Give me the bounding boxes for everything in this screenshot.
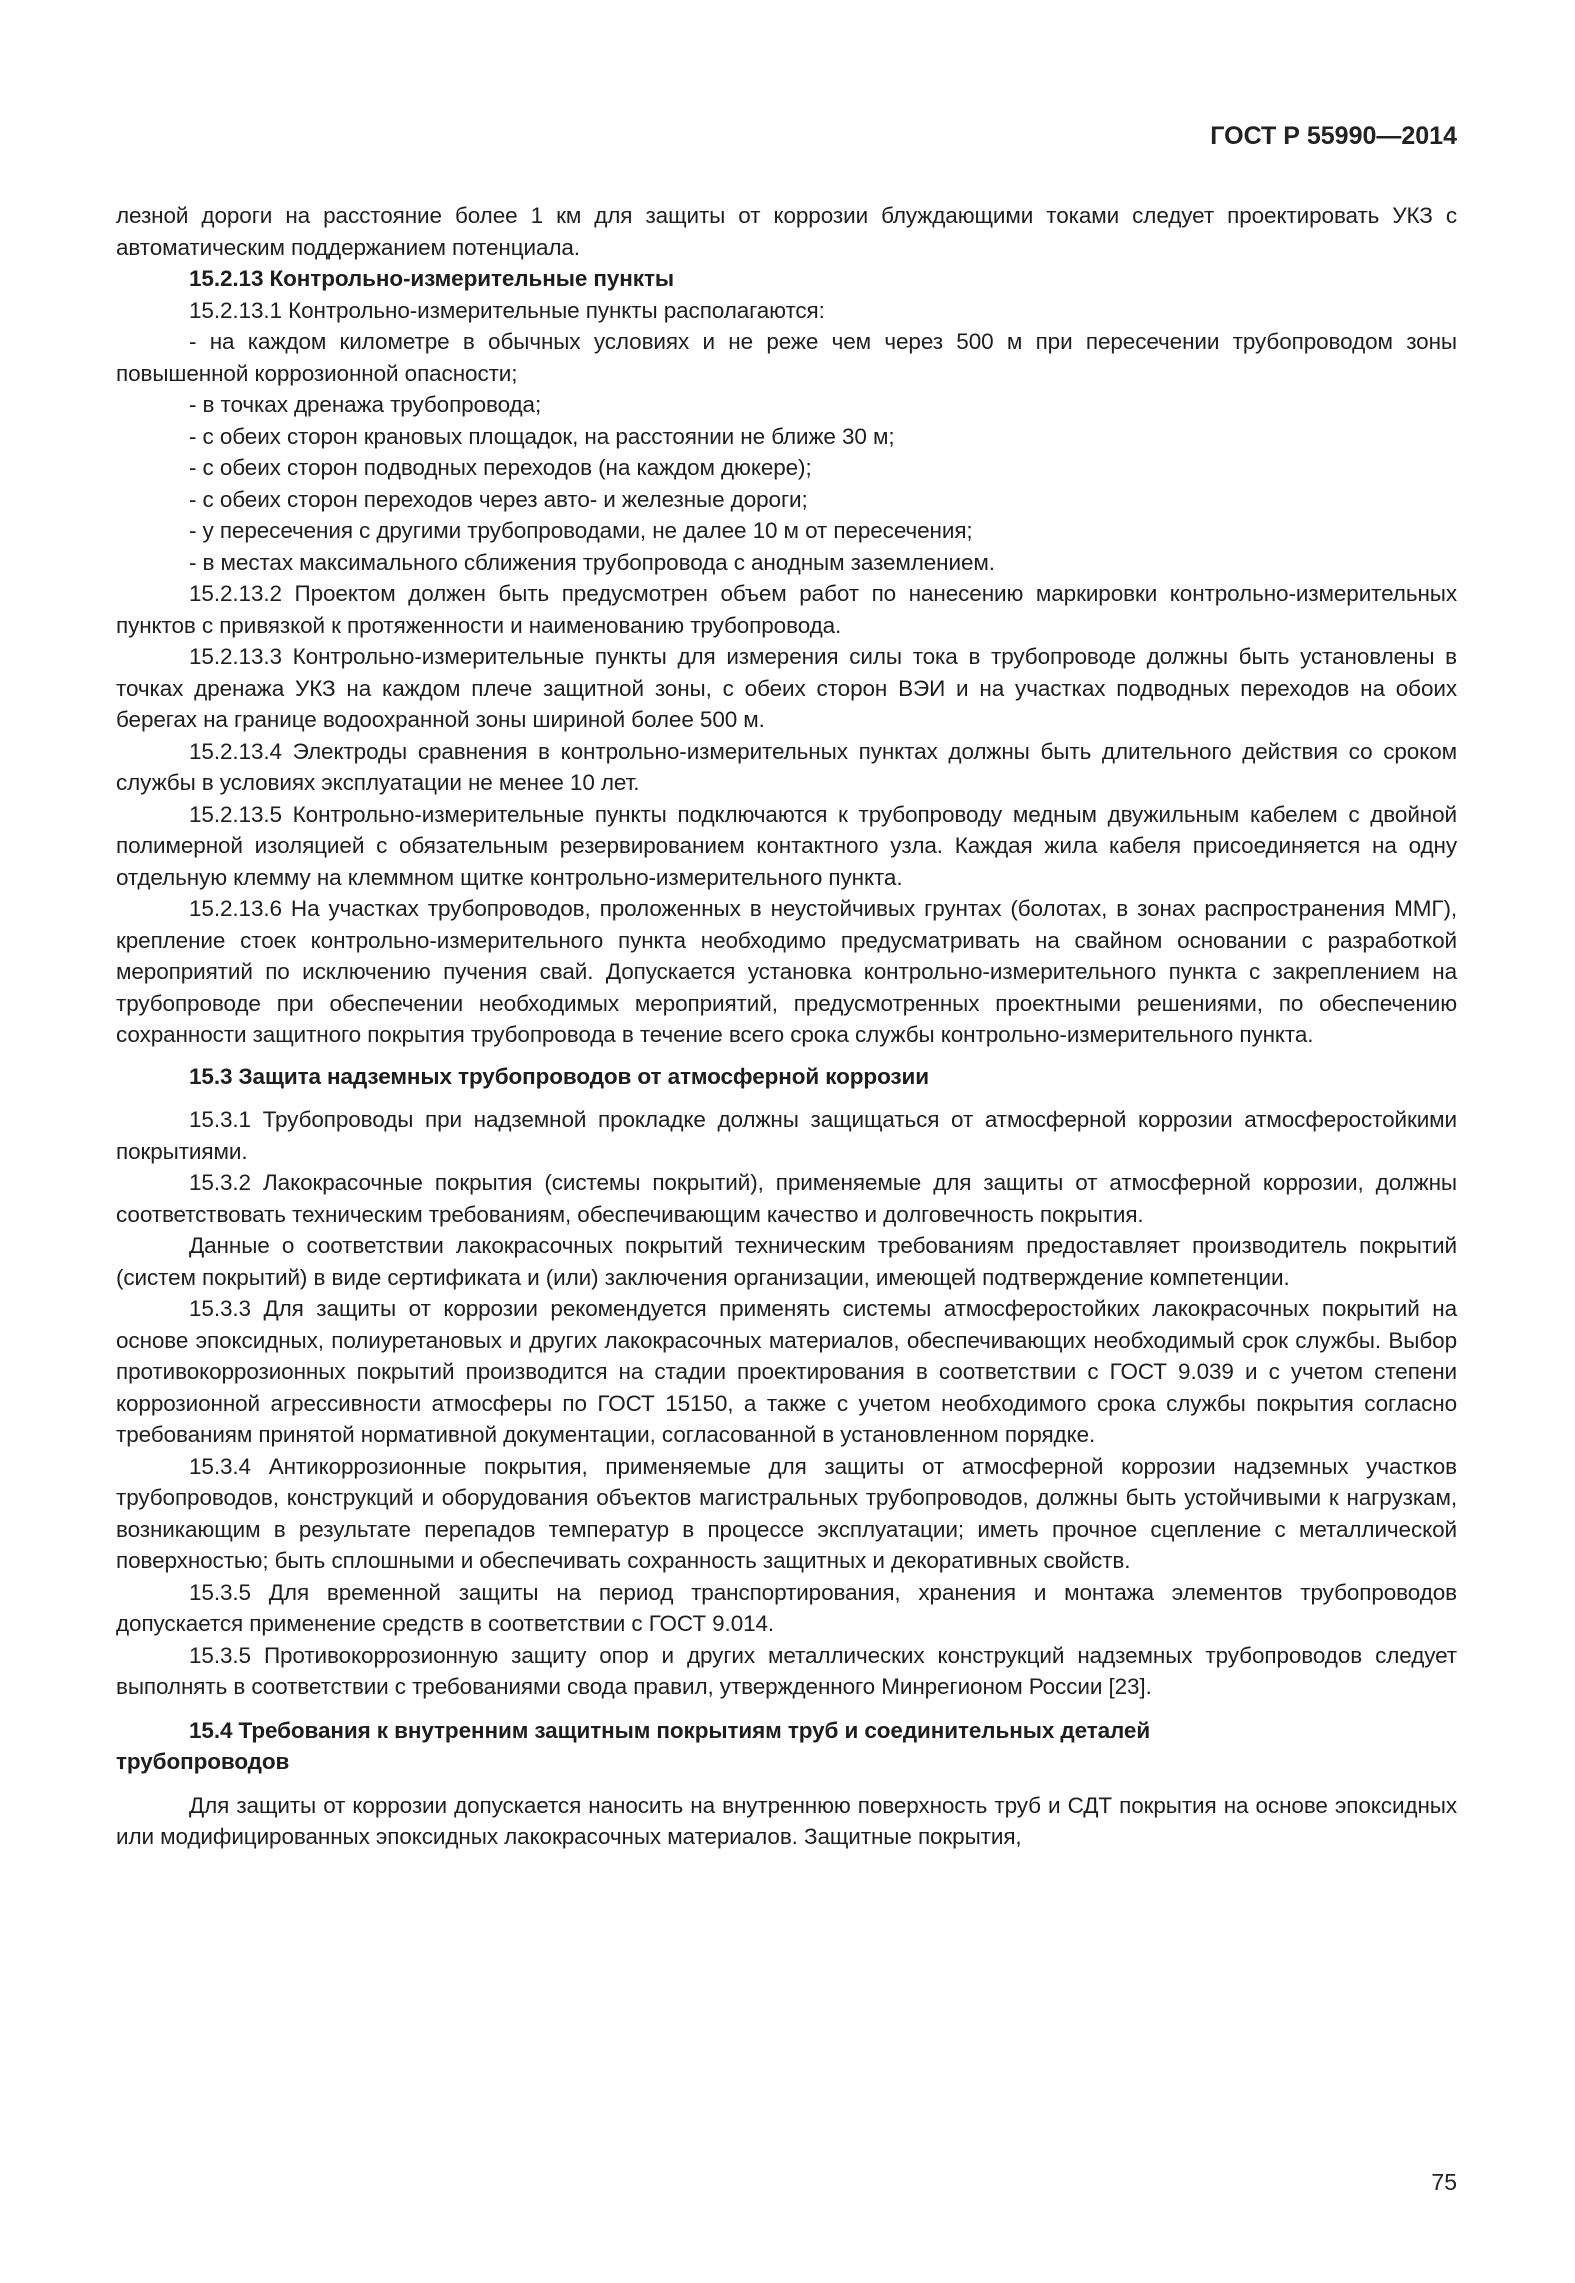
paragraph-15-3-5-temporary: 15.3.5 Для временной защиты на период транспортирования, хранения и монтажа элементов трубопроводов допускается применение средств в соответствии с ГОСТ 9.014. bbox=[116, 1579, 1457, 1636]
list-item: - с обеих сторон переходов через авто- и железные дороги; bbox=[189, 486, 808, 512]
paragraph-conformity-data: Данные о соответствии лакокрасочных покрытий техническим требованиям предоставляет производитель покрытий (систем покрытий) в виде сертификата и (или) заключения организации, имеющей подтверждение компетенции. bbox=[116, 1233, 1457, 1290]
paragraph-15-2-13-4: 15.2.13.4 Электроды сравнения в контрольно-измерительных пунктах должны быть длительного действия со сроком службы в условиях эксплуатации не менее 10 лет. bbox=[116, 738, 1457, 795]
paragraph-15-2-13-5: 15.2.13.5 Контрольно-измерительные пункты подключаются к трубопроводу медным двужильным кабелем с двойной полимерной изоляцией с обязательным резервированием контактного узла. Каждая жила кабеля присоединяется на одну отдельную клемму на клеммном щитке контрольно-измерительного пункта. bbox=[116, 801, 1457, 890]
paragraph-15-2-13-6: 15.2.13.6 На участках трубопроводов, проложенных в неустойчивых грунтах (болотах, в зонах распространения ММГ), крепление стоек контрольно-измерительного пункта необходимо предусматривать на свайном основании с разработкой мероприятий по исключению пучения свай. Допускается установка контрольно-измерительного пункта с закреплением на трубопроводе при обеспечении необходимых мероприятий, предусмотренных проектными решениями, по обеспечению сохранности защитного покрытия трубопровода в течение всего срока службы контрольно-измерительного пункта. bbox=[116, 896, 1457, 1047]
paragraph-15-2-13-3: 15.2.13.3 Контрольно-измерительные пункты для измерения силы тока в трубопроводе должны быть установлены в точках дренажа УКЗ на каждом плече защитной зоны, с обеих сторон ВЭИ и на участках подводных переходов на обоих берегах на границе водоохранной зоны шириной более 500 м. bbox=[116, 644, 1457, 732]
section-heading-15-4-line1: 15.4 Требования к внутренним защитным покрытиям труб и соединительных деталей bbox=[189, 1717, 1151, 1743]
paragraph-15-2-13-2: 15.2.13.2 Проектом должен быть предусмотрен объем работ по нанесению маркировки контрольно-измерительных пунктов с привязкой к протяженности и наименованию трубопровода. bbox=[116, 581, 1457, 638]
list-item: - в точках дренажа трубопровода; bbox=[189, 392, 542, 417]
list-item: - у пересечения с другими трубопроводами, не далее 10 м от пересечения; bbox=[189, 518, 973, 543]
paragraph-15-3-2: 15.3.2 Лакокрасочные покрытия (системы покрытий), применяемые для защиты от атмосферной коррозии, должны соответствовать техническим требованиям, обеспечивающим качество и долговечность покрытия. bbox=[116, 1170, 1457, 1227]
section-heading-15-4-line2: трубопроводов bbox=[116, 1749, 290, 1774]
subsection-heading-15-2-13: 15.2.13 Контрольно-измерительные пункты bbox=[189, 266, 674, 291]
section-heading-15-4 bbox=[116, 1715, 1457, 1778]
list-item: - с обеих сторон крановых площадок, на расстоянии не ближе 30 м; bbox=[189, 423, 895, 449]
paragraph-internal-coatings: Для защиты от коррозии допускается наносить на внутреннюю поверхность труб и СДТ покрытия на основе эпоксидных или модифицированных эпоксидных лакокрасочных материалов. Защитные покрытия, bbox=[116, 1792, 1457, 1849]
list-item: - в местах максимального сближения трубопровода с анодным заземлением. bbox=[189, 549, 995, 575]
paragraph-15-3-4: 15.3.4 Антикоррозионные покрытия, применяемые для защиты от атмосферной коррозии надземных участков трубопроводов, конструкций и оборудования объектов магистральных трубопроводов, должны быть устойчивыми к нагрузкам, возникающим в результате перепадов температур в процессе эксплуатации; иметь прочное сцепление с металлической поверхностью; быть сплошными и обеспечивать сохранность защитных и декоративных свойств. bbox=[116, 1453, 1457, 1573]
list-item: - на каждом километре в обычных условиях и не реже чем через 500 м при пересечении трубопроводом зоны повышенной коррозионной опасности; bbox=[116, 329, 1457, 386]
paragraph-15-3-1: 15.3.1 Трубопроводы при надземной прокладке должны защищаться от атмосферной коррозии атмосферостойкими покрытиями. bbox=[116, 1107, 1457, 1164]
section-heading-15-3: 15.3 Защита надземных трубопроводов от атмосферной коррозии bbox=[189, 1063, 929, 1089]
document-body bbox=[116, 200, 1457, 1853]
page-number: 75 bbox=[1431, 2169, 1457, 2195]
paragraph-continuation: лезной дороги на расстояние более 1 км для защиты от коррозии блуждающими токами следует проектировать УКЗ с автоматическим поддержанием потенциала. bbox=[116, 203, 1457, 260]
paragraph-15-2-13-1: 15.2.13.1 Контрольно-измерительные пункты располагаются: bbox=[189, 297, 825, 323]
standard-header: ГОСТ Р 55990—2014 bbox=[1210, 122, 1457, 150]
paragraph-15-3-3: 15.3.3 Для защиты от коррозии рекомендуется применять системы атмосферостойких лакокрасочных покрытий на основе эпоксидных, полиуретановых и других лакокрасочных материалов, обеспечивающих необходимый срок службы. Выбор противокоррозионных покрытий производится на стадии проектирования в соответствии с ГОСТ 9.039 и с учетом степени коррозионной агрессивности атмосферы по ГОСТ 15150, а также с учетом необходимого срока службы покрытия согласно требованиям принятой нормативной документации, согласованной в установленном порядке. bbox=[116, 1296, 1457, 1447]
paragraph-15-3-5-supports: 15.3.5 Противокоррозионную защиту опор и других металлических конструкций надземных трубопроводов следует выполнять в соответствии с требованиями свода правил, утвержденного Минрегионом России [23]. bbox=[116, 1642, 1457, 1699]
list-item: - с обеих сторон подводных переходов (на каждом дюкере); bbox=[189, 455, 812, 480]
